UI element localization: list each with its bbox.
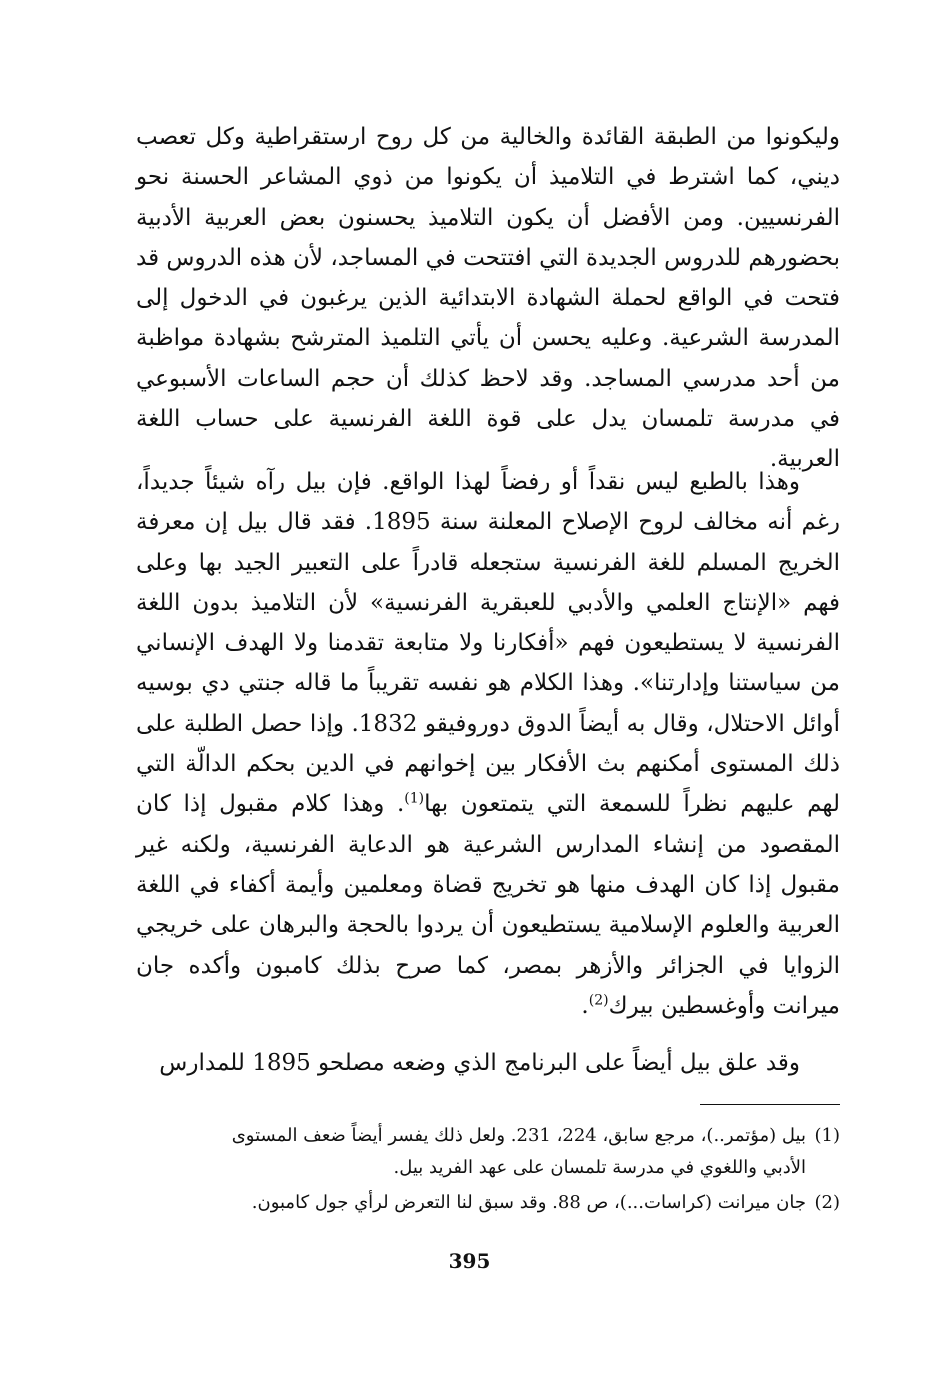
footnote-1-number: (1) bbox=[814, 1125, 840, 1146]
paragraph-1 bbox=[136, 117, 840, 480]
footnote-separator bbox=[700, 1104, 840, 1105]
footnote-2-line-1: جان ميرانت (كراسات...)، ص 88. وقد سبق لنا التعرض لرأي جول كامبون. bbox=[251, 1192, 806, 1213]
page-number: 395 bbox=[448, 1249, 491, 1273]
footnote-1-line-1: بيل (مؤتمر..)، مرجع سابق، 224، 231. ولعل ذلك يفسر أيضاً ضعف المستوى bbox=[231, 1125, 806, 1146]
footnote-1 bbox=[136, 1120, 840, 1184]
paragraph-2 bbox=[136, 462, 840, 1026]
paragraph-2-text-end: . bbox=[581, 992, 589, 1019]
paragraph-1-text: وليكونوا من الطبقة القائدة والخالية من كل روح ارستقراطية وكل تعصب ديني، كما اشترط في التلاميذ أن يكونوا من ذوي المشاعر الحسنة نحو الفرنسيين. ومن الأفضل أن يكون التلاميذ يحسنون بعض العربية الأدبية بحضورهم للدروس الجديدة التي افتتحت في المساجد، لأن هذه الدروس قد فتحت في الواقع لحملة الشهادة الابتدائية الذين يرغبون في الدخول إلى المدرسة الشرعية. وعليه يحسن أن يأتي التلميذ المترشح بشهادة مواظبة من أحد مدرسي المساجد. وقد لاحظ كذلك أن حجم الساعات الأسبوعي في مدرسة تلمسان يدل على قوة اللغة الفرنسية على حساب اللغة العربية. bbox=[136, 124, 840, 473]
footnote-2 bbox=[136, 1187, 840, 1219]
footnote-reference-2: (2) bbox=[588, 992, 609, 1009]
paragraph-3-text: وقد علق بيل أيضاً على البرنامج الذي وضعه مصلحو 1895 للمدارس bbox=[159, 1050, 800, 1076]
paragraph-2-text-before-ref: وهذا بالطبع ليس نقداً أو رفضاً لهذا الواقع. فإن بيل رآه شيئاً جديداً، رغم أنه مخالف لروح الإصلاح المعلنة سنة 1895. فقد قال بيل إن معرفة الخريج المسلم للغة الفرنسية ستجعله قادراً على التعبير الجيد بها وعلى فهم «الإنتاج العلمي والأدبي للعبقرية الفرنسية» لأن التلاميذ بدون اللغة الفرنسية لا يستطيعون فهم «أفكارنا ولا متابعة تقدمنا ولا الهدف الإنساني من سياستنا وإدارتنا». وهذا الكلام هو نفسه تقريباً ما قاله جنتي دي بوسيه أوائل الاحتلال، وقال به أيضاً الدوق دوروفيقو 1832. وإذا حصل الطلبة على ذلك المستوى أمكنهم بث الأفكار بين إخوانهم في الدين بحكم الدالّة التي لهم عليهم نظراً للسمعة التي يتمتعون بها bbox=[136, 469, 840, 818]
footnote-reference-1: (1) bbox=[404, 790, 425, 807]
footnote-1-line-2: الأدبي واللغوي في مدرسة تلمسان على عهد الفريد بيل. bbox=[393, 1157, 806, 1178]
paragraph-2-text-middle: . وهذا كلام مقبول إذا كان المقصود من إنشاء المدارس الشرعية هو الدعاية الفرنسية، ولكنه غير مقبول إذا كان الهدف منها هو تخريج قضاة ومعلمين وأيمة أكفاء في اللغة العربية والعلوم الإسلامية يستطيعون أن يردوا بالحجة والبرهان على خريجي الزوايا في الجزائر والأزهر بمصر، كما صرح بذلك كامبون وأكده جان ميرانت وأوغسطين بيرك bbox=[136, 791, 840, 1019]
footnote-2-number: (2) bbox=[814, 1192, 840, 1213]
paragraph-3 bbox=[136, 1043, 840, 1083]
